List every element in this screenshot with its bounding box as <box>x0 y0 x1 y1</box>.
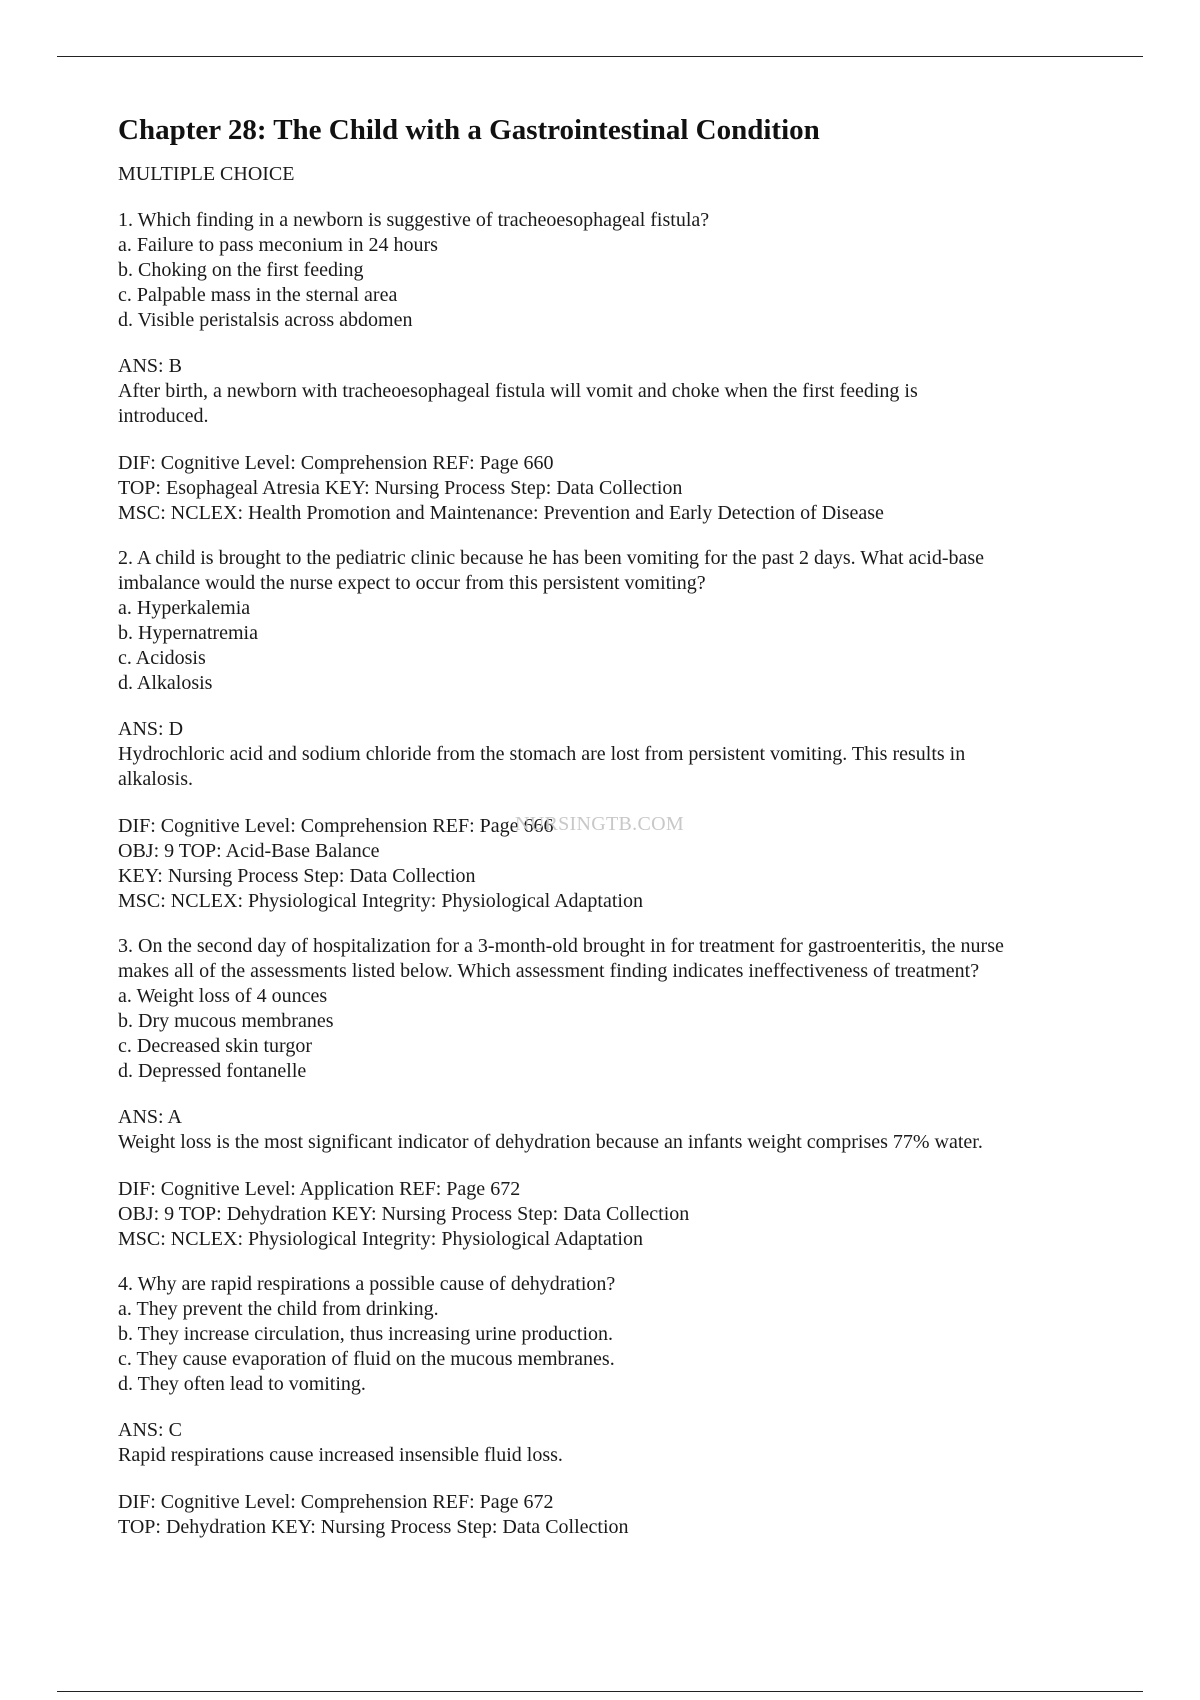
answer-option: d. Alkalosis <box>118 672 213 694</box>
answer-option: b. Hypernatremia <box>118 622 258 644</box>
question-stem: 4. Why are rapid respirations a possible cause of dehydration? <box>118 1273 616 1295</box>
question-2 <box>118 546 1098 914</box>
answer-option: b. Choking on the first feeding <box>118 259 364 281</box>
answer-option: d. Depressed fontanelle <box>118 1060 307 1082</box>
section-label: MULTIPLE CHOICE <box>118 163 295 185</box>
answer-option: b. Dry mucous membranes <box>118 1010 334 1032</box>
meta-line: DIF: Cognitive Level: Application REF: Page 672 <box>118 1178 521 1200</box>
meta-line: OBJ: 9 TOP: Dehydration KEY: Nursing Process Step: Data Collection <box>118 1203 690 1225</box>
meta-line: KEY: Nursing Process Step: Data Collection <box>118 865 476 887</box>
rationale-line: Weight loss is the most significant indicator of dehydration because an infants weight comprises 77% water. <box>118 1131 983 1153</box>
rationale-line: After birth, a newborn with tracheoesophageal fistula will vomit and choke when the first feeding is <box>118 380 918 402</box>
question-1-answer <box>118 354 1098 429</box>
answer-key: ANS: A <box>118 1106 182 1128</box>
meta-line: MSC: NCLEX: Health Promotion and Maintenance: Prevention and Early Detection of Disease <box>118 502 884 524</box>
answer-key: ANS: B <box>118 355 182 377</box>
answer-option: c. They cause evaporation of fluid on the mucous membranes. <box>118 1348 615 1370</box>
chapter-title: Chapter 28: The Child with a Gastrointestinal Condition <box>118 114 820 146</box>
answer-key: ANS: C <box>118 1419 182 1441</box>
question-stem: makes all of the assessments listed below. Which assessment finding indicates ineffectiveness of treatment? <box>118 960 980 982</box>
answer-option: d. They often lead to vomiting. <box>118 1373 366 1395</box>
meta-line: DIF: Cognitive Level: Comprehension REF: Page 660 <box>118 452 554 474</box>
page-content <box>118 110 1098 1560</box>
meta-text: DIF: Cognitive Level: Comprehension REF: Page 666 <box>118 815 554 837</box>
answer-option: c. Acidosis <box>118 647 206 669</box>
bottom-rule <box>57 1691 1143 1692</box>
watermark: NURSINGTB.COM <box>515 813 684 835</box>
answer-option: a. They prevent the child from drinking. <box>118 1298 439 1320</box>
question-3-body <box>118 934 1098 1084</box>
meta-line: DIF: Cognitive Level: Comprehension REF: Page 672 <box>118 1491 554 1513</box>
question-2-body <box>118 546 1098 696</box>
question-2-answer <box>118 717 1098 792</box>
question-3 <box>118 934 1098 1252</box>
meta-line: MSC: NCLEX: Physiological Integrity: Physiological Adaptation <box>118 1228 643 1250</box>
question-1 <box>118 208 1098 526</box>
question-2-meta <box>118 814 1098 914</box>
meta-line <box>118 814 1098 839</box>
question-stem: imbalance would the nurse expect to occur from this persistent vomiting? <box>118 572 706 594</box>
answer-option: b. They increase circulation, thus increasing urine production. <box>118 1323 614 1345</box>
answer-option: a. Hyperkalemia <box>118 597 251 619</box>
rationale-line: introduced. <box>118 405 209 427</box>
top-rule <box>57 56 1143 57</box>
meta-line: TOP: Esophageal Atresia KEY: Nursing Process Step: Data Collection <box>118 477 683 499</box>
answer-option: c. Decreased skin turgor <box>118 1035 313 1057</box>
meta-line: MSC: NCLEX: Physiological Integrity: Physiological Adaptation <box>118 890 643 912</box>
meta-line: TOP: Dehydration KEY: Nursing Process Step: Data Collection <box>118 1516 629 1538</box>
question-1-body <box>118 208 1098 333</box>
rationale-line: alkalosis. <box>118 768 193 790</box>
question-4-meta <box>118 1490 1098 1540</box>
question-3-answer <box>118 1105 1098 1155</box>
question-3-meta <box>118 1177 1098 1252</box>
meta-line: OBJ: 9 TOP: Acid-Base Balance <box>118 840 380 862</box>
question-1-meta <box>118 451 1098 526</box>
question-4-answer <box>118 1418 1098 1468</box>
question-4 <box>118 1272 1098 1540</box>
answer-option: d. Visible peristalsis across abdomen <box>118 309 413 331</box>
rationale-line: Rapid respirations cause increased insensible fluid loss. <box>118 1444 563 1466</box>
question-stem: 3. On the second day of hospitalization for a 3-month-old brought in for treatment for gastroenteritis, the nurse <box>118 935 1004 957</box>
answer-option: a. Failure to pass meconium in 24 hours <box>118 234 438 256</box>
question-4-body <box>118 1272 1098 1397</box>
question-stem: 2. A child is brought to the pediatric clinic because he has been vomiting for the past 2 days. What acid-base <box>118 547 985 569</box>
answer-option: c. Palpable mass in the sternal area <box>118 284 398 306</box>
answer-key: ANS: D <box>118 718 184 740</box>
answer-option: a. Weight loss of 4 ounces <box>118 985 328 1007</box>
question-stem: 1. Which finding in a newborn is suggestive of tracheoesophageal fistula? <box>118 209 710 231</box>
rationale-line: Hydrochloric acid and sodium chloride from the stomach are lost from persistent vomiting. This results in <box>118 743 966 765</box>
